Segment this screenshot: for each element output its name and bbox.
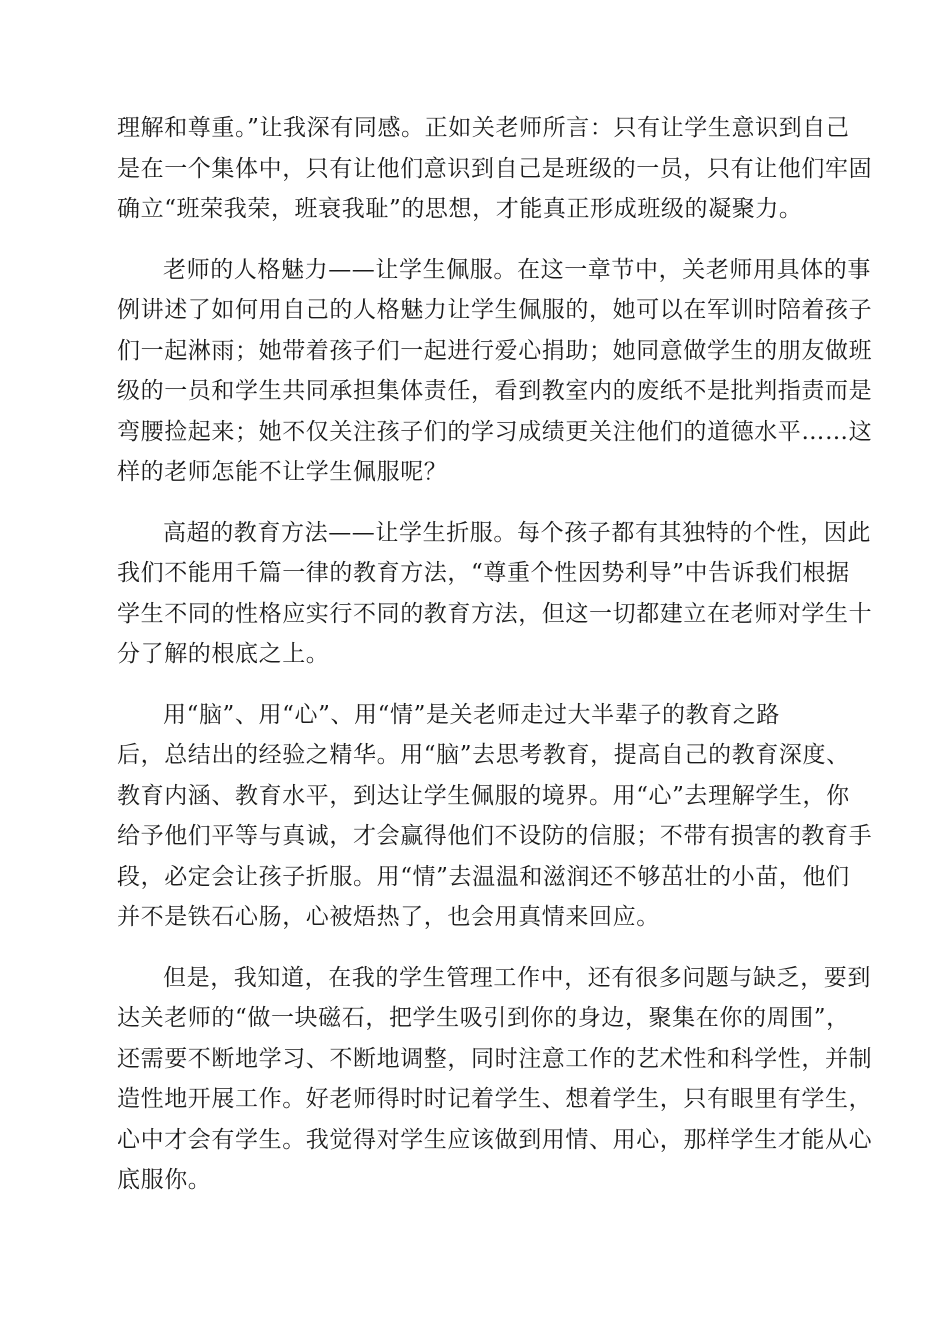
text-line: 高超的教育方法——让学生折服。每个孩子都有其独特的个性，因此 xyxy=(163,519,871,546)
text-line: 分了解的根底之上。 xyxy=(117,641,330,667)
text-line: 老师的人格魅力——让学生佩服。在这一章节中，关老师用具体的事 xyxy=(163,256,871,283)
text-line: 学生不同的性格应实行不同的教育方法，但这一切都建立在老师对学生十 xyxy=(117,600,873,627)
text-line: 但是，我知道，在我的学生管理工作中，还有很多问题与缺乏，要到 xyxy=(163,964,871,991)
text-line: 底服你。 xyxy=(117,1167,212,1193)
text-line: 心中才会有学生。我觉得对学生应该做到用情、用心，那样学生才能从心 xyxy=(117,1126,873,1153)
text-line: 教育内涵、教育水平，到达让学生佩服的境界。用“心”去理解学生，你 xyxy=(117,782,850,809)
text-line: 达关老师的“做一块磁石，把学生吸引到你的身边，聚集在你的周围”， xyxy=(117,1005,850,1031)
paragraph-1 xyxy=(117,108,873,230)
text-line: 并不是铁石心肠，心被焐热了，也会用真情来回应。 xyxy=(117,904,660,930)
text-line: 样的老师怎能不让学生佩服呢？ xyxy=(117,459,448,485)
text-line: 造性地开展工作。好老师得时时记着学生、想着学生，只有眼里有学生， xyxy=(117,1086,873,1112)
text-line: 例讲述了如何用自己的人格魅力让学生佩服的，她可以在军训时陪着孩子 xyxy=(117,297,873,323)
text-line: 们一起淋雨；她带着孩子们一起进行爱心捐助；她同意做学生的朋友做班 xyxy=(117,337,873,364)
text-line: 理解和尊重。”让我深有同感。正如关老师所言：只有让学生意识到自己 xyxy=(117,115,850,141)
text-line: 用“脑”、用“心”、用“情”是关老师走过大半辈子的教育之路 xyxy=(163,701,780,728)
text-line: 给予他们平等与真诚，才会赢得他们不设防的信服；不带有损害的教育手 xyxy=(117,823,873,849)
text-line: 是在一个集体中，只有让他们意识到自己是班级的一员，只有让他们牢固 xyxy=(117,155,873,182)
paragraph-4 xyxy=(117,695,873,938)
text-line: 弯腰捡起来；她不仅关注孩子们的学习成绩更关注他们的道德水平……这 xyxy=(117,418,873,445)
text-line: 后，总结出的经验之精华。用“脑”去思考教育，提高自己的教育深度、 xyxy=(117,742,850,768)
text-line: 我们不能用千篇一律的教育方法，“尊重个性因势利导”中告诉我们根据 xyxy=(117,560,850,586)
paragraph-3 xyxy=(117,513,873,675)
text-line: 确立“班荣我荣，班衰我耻”的思想，才能真正形成班级的凝聚力。 xyxy=(117,196,803,222)
document-body xyxy=(117,108,873,1221)
paragraph-2 xyxy=(117,250,873,493)
paragraph-5 xyxy=(117,958,873,1201)
text-line: 级的一员和学生共同承担集体责任，看到教室内的废纸不是批判指责而是 xyxy=(117,378,873,404)
text-line: 段，必定会让孩子折服。用“情”去温温和滋润还不够茁壮的小苗，他们 xyxy=(117,863,850,890)
text-line: 还需要不断地学习、不断地调整，同时注意工作的艺术性和科学性，并制 xyxy=(117,1045,873,1072)
